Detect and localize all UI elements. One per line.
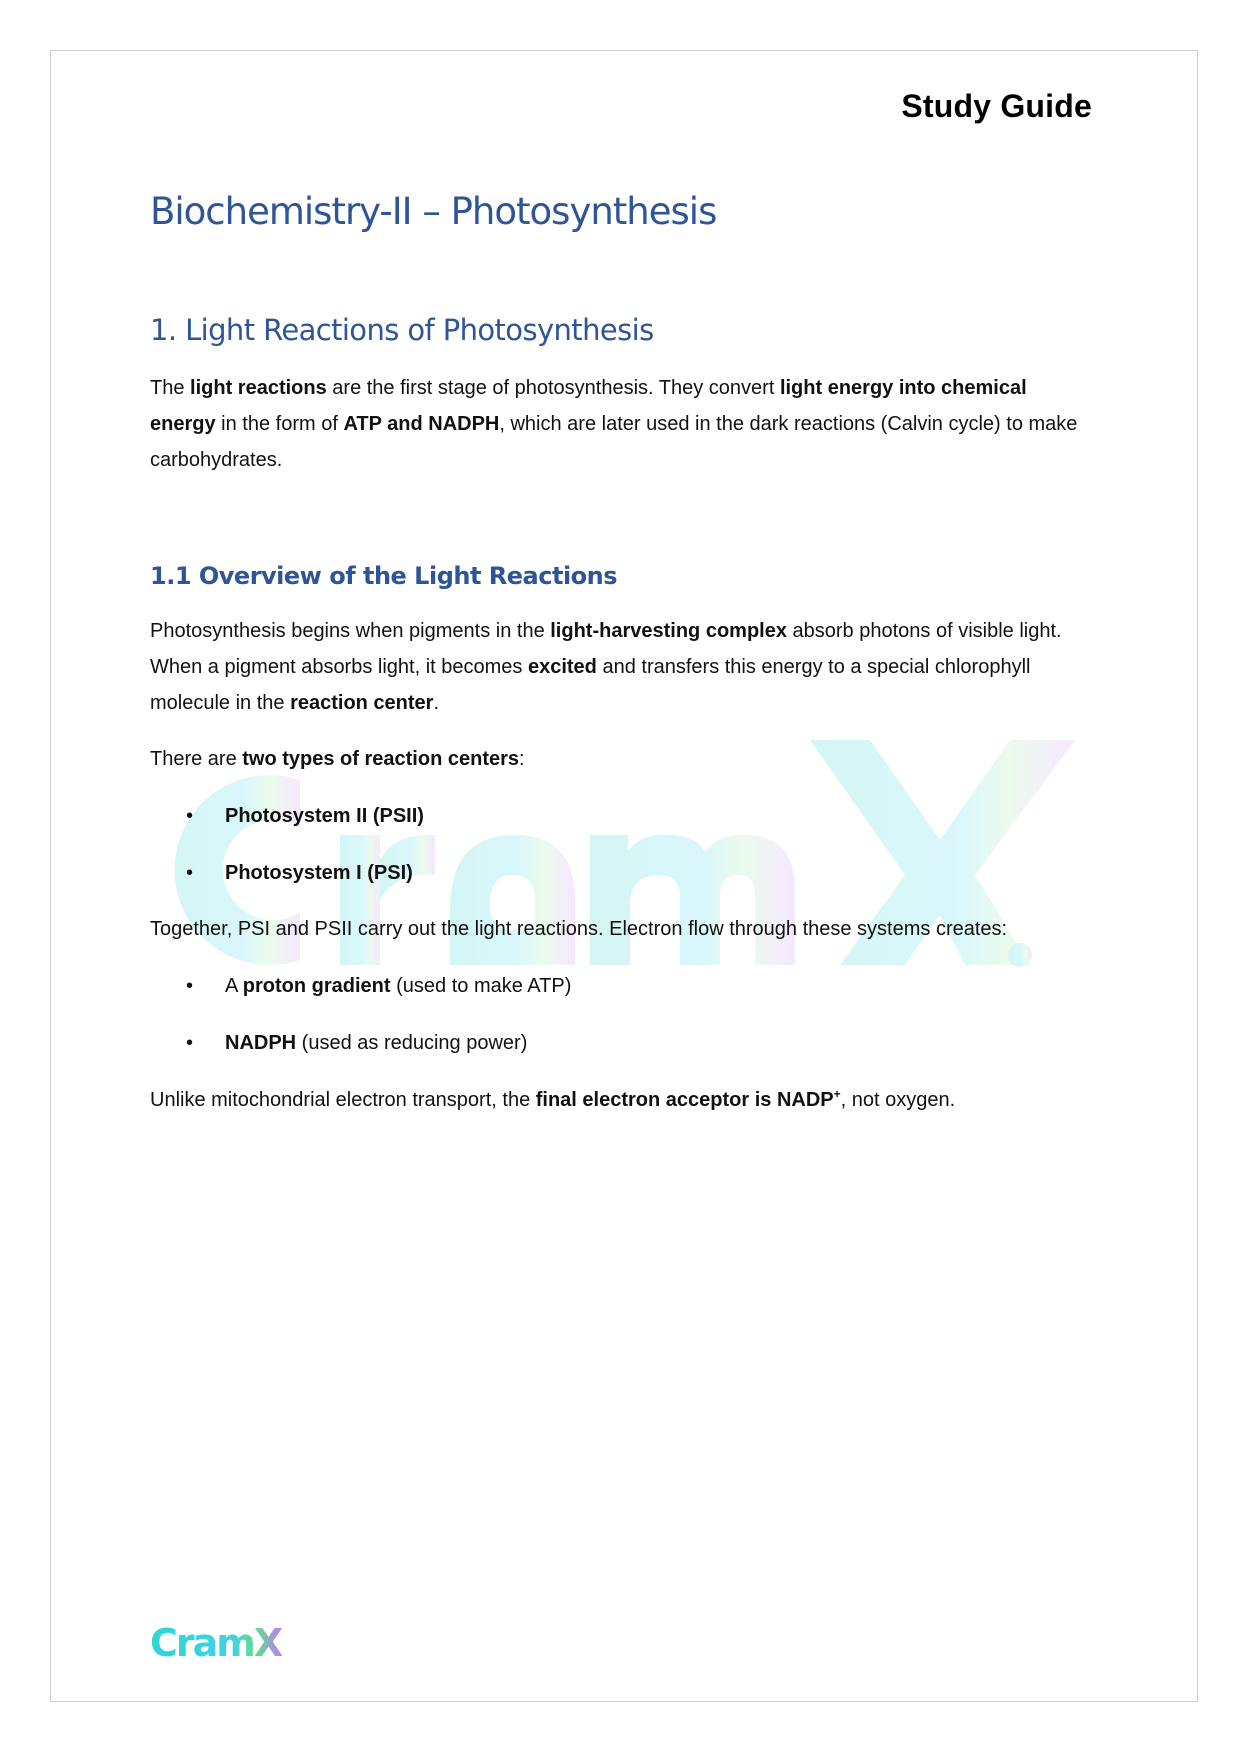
final-acceptor-paragraph: Unlike mitochondrial electron transport, the final electron acceptor is NADP+, not oxygen.	[150, 1087, 956, 1111]
document-title: Biochemistry-II – Photosynthesis	[150, 190, 717, 233]
list-bullet: •	[186, 805, 194, 827]
electron-flow-paragraph: Together, PSI and PSII carry out the light reactions. Electron flow through these systems creates:	[150, 918, 1008, 940]
list-bullet: •	[186, 862, 194, 884]
document-type-label: Study Guide	[901, 88, 1092, 124]
list-item-nadph: NADPH (used as reducing power)	[225, 1032, 528, 1054]
list-item-psi: Photosystem I (PSI)	[225, 862, 413, 884]
page-frame	[50, 50, 1198, 1702]
section-intro-paragraph: The light reactions are the first stage of photosynthesis. They convert light energy into chemical energy in the form of ATP and NADPH, which are later used in the dark reactions (Calvin cycle) to make carbohydrates.	[150, 377, 1078, 471]
list-item-psii: Photosystem II (PSII)	[225, 805, 424, 827]
svg-text:CramX: CramX	[150, 1621, 282, 1665]
list-item-proton-gradient: A proton gradient (used to make ATP)	[225, 975, 572, 997]
cramx-logo	[150, 1616, 300, 1666]
subsection-heading: 1.1 Overview of the Light Reactions	[150, 562, 618, 590]
list-bullet: •	[186, 975, 194, 997]
overview-paragraph: Photosynthesis begins when pigments in the light-harvesting complex absorb photons of visible light. When a pigment absorbs light, it becomes excited and transfers this energy to a special chlorophyll molecule in the reaction center.	[150, 620, 1062, 714]
section-heading: 1. Light Reactions of Photosynthesis	[150, 313, 654, 347]
list-bullet: •	[186, 1032, 194, 1054]
reaction-centers-intro: There are two types of reaction centers:	[150, 748, 525, 770]
